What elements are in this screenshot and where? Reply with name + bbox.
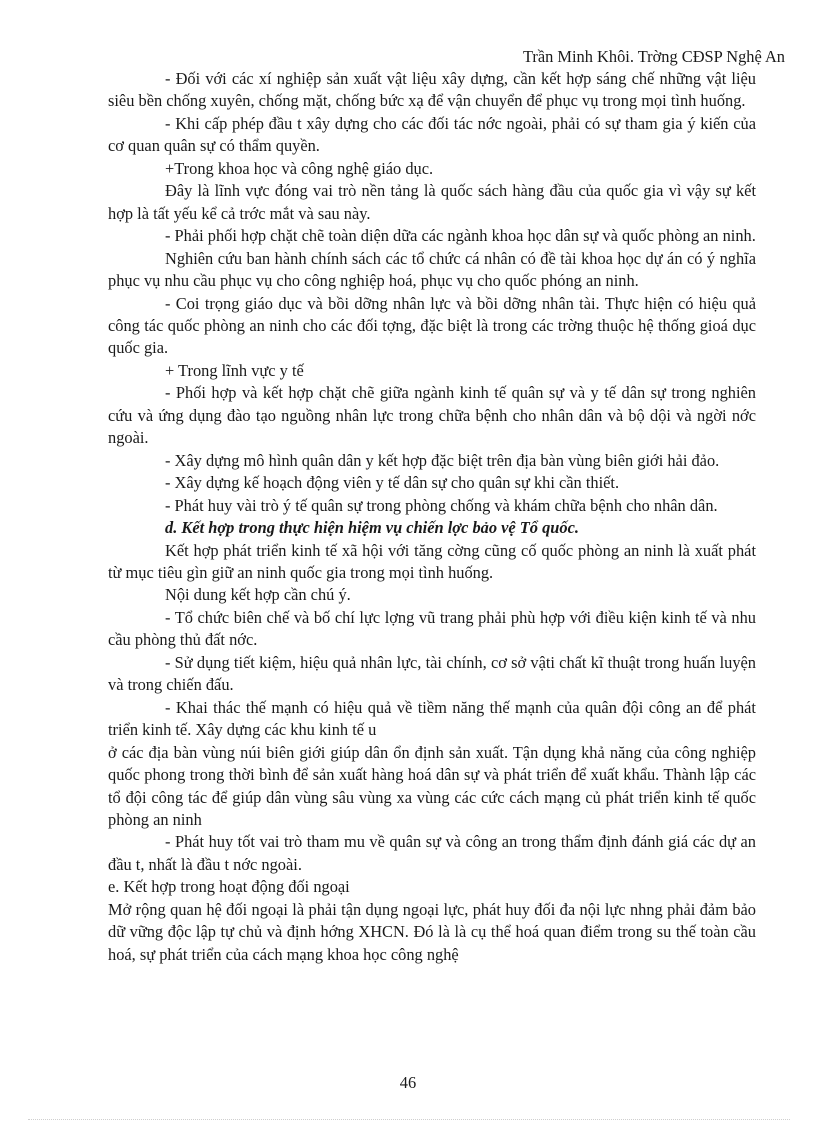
paragraph: Nội dung kết hợp cần chú ý. xyxy=(165,585,351,605)
paragraph: - Đối với các xí nghiệp sản xuất vật liệu xây dựng, cần kết hợp sáng chế những vật liệu siêu bền chống xuyên, chống mặt, chống bức xạ để vận chuyển để phục vụ trong mọi tình huống. xyxy=(108,69,756,111)
paragraph: - Tổ chức biên chế và bố chí lực lợng vũ trang phải phù hợp với điều kiện kinh tế và nhu cầu phòng thủ đất nớc. xyxy=(108,607,756,650)
paragraph: + Trong lĩnh vực y tế xyxy=(165,360,304,380)
paragraph: Kết hợp phát triển kinh tế xã hội với tăng cờng cũng cố quốc phòng an ninh là xuất phát từ mục tiêu gìn giữ an ninh quốc gia trong mọi tình huống. xyxy=(108,540,756,582)
paragraph: ở các địa bàn vùng núi biên giới giúp dân ổn định sản xuất. Tận dụng khả năng của công nghiệp quốc phong trong thời bình để sản xuất hàng hoá dân sự và phát triển để xuất khẩu. Thành lập các tổ đội công tác để giúp dân vùng sâu vùng xa vùng các cức cách mạng củ phát triển kinh tế quốc phòng an ninh xyxy=(108,742,756,829)
page-bottom-rule xyxy=(28,1119,790,1120)
paragraph: - Xây dựng kế hoạch động viên y tế dân sự cho quân sự khi cần thiết. xyxy=(165,473,620,493)
paragraph: - Coi trọng giáo dục và bồi dỡng nhân lực và bồi dỡng nhân tài. Thực hiện có hiệu quả công tác quốc phòng an ninh cho các đối tợng, đặc biệt là trong các trờng thuộc hệ thống gioá dục quốc gia. xyxy=(108,293,756,358)
paragraph: Đây là lĩnh vực đóng vai trò nền tảng là quốc sách hàng đầu của quốc gia vì vậy sự kết hợp là tất yếu kể cả trớc mắt và sau này. xyxy=(108,181,756,223)
body-text xyxy=(108,68,756,966)
paragraph: - Phối hợp và kết hợp chặt chẽ giữa ngành kinh tế quân sự và y tế dân sự trong nghiên cứu và ứng dụng đào tạo nguồng nhân lực trong chữa bệnh cho nhân dân và bộ dội và ngời nớc ngoài. xyxy=(108,383,756,448)
paragraph: - Sử dụng tiết kiệm, hiệu quả nhân lực, tài chính, cơ sở vậti chất kĩ thuật trong huấn luyện và trong chiến đấu. xyxy=(108,652,756,695)
paragraph: - Phát huy tốt vai trò tham mu về quân sự và công an trong thẩm định đánh giá các dự an đầu t, nhất là đầu t nớc ngoài. xyxy=(108,832,756,874)
paragraph: Nghiên cứu ban hành chính sách các tổ chức cá nhân có đề tài khoa học dự án có ý nghĩa phục vụ nhu cầu phục vụ cho công nghiệp hoá, phục vụ cho quốc phóng an ninh. xyxy=(108,248,756,291)
paragraph: - Khai thác thế mạnh có hiệu quả về tiềm năng thế mạnh của quân đội công an để phát triển kinh tế. Xây dựng các khu kinh tế u xyxy=(108,697,756,740)
paragraph: - Phát huy vài trò ý tế quân sự trong phòng chống và khám chữa bệnh cho nhân dân. xyxy=(165,495,718,515)
paragraph: e. Kết hợp trong hoạt động đối ngoại xyxy=(108,877,350,897)
running-header: Trần Minh Khôi. Trờng CĐSP Nghệ An xyxy=(522,47,785,66)
paragraph: - Khi cấp phép đầu t xây dựng cho các đối tác nớc ngoài, phải có sự tham gia ý kiến của cơ quan quân sự có thẩm quyền. xyxy=(108,113,756,156)
paragraph: - Phải phối hợp chặt chẽ toàn diện dữa các ngành khoa học dân sự và quốc phòng an ninh. xyxy=(165,226,756,246)
section-heading: d. Kết hợp trong thực hiện hiệm vụ chiến lợc bảo vệ Tổ quốc. xyxy=(165,518,579,538)
paragraph: +Trong khoa học và công nghệ giáo dục. xyxy=(165,158,434,178)
paragraph: - Xây dựng mô hình quân dân y kết hợp đặc biệt trên địa bàn vùng biên giới hải đảo. xyxy=(165,450,720,470)
page-number: 46 xyxy=(399,1073,417,1092)
paragraph: Mở rộng quan hệ đối ngoại là phải tận dụng ngoại lực, phát huy đối đa nội lực nhng phải đảm bảo dữ vững độc lập tự chủ và định hớng XHCN. Đó là là cụ thể hoá quan điểm trong su thế toàn cầu hoá, sự phát triển của cách mạng khoa học công nghệ xyxy=(108,899,756,964)
